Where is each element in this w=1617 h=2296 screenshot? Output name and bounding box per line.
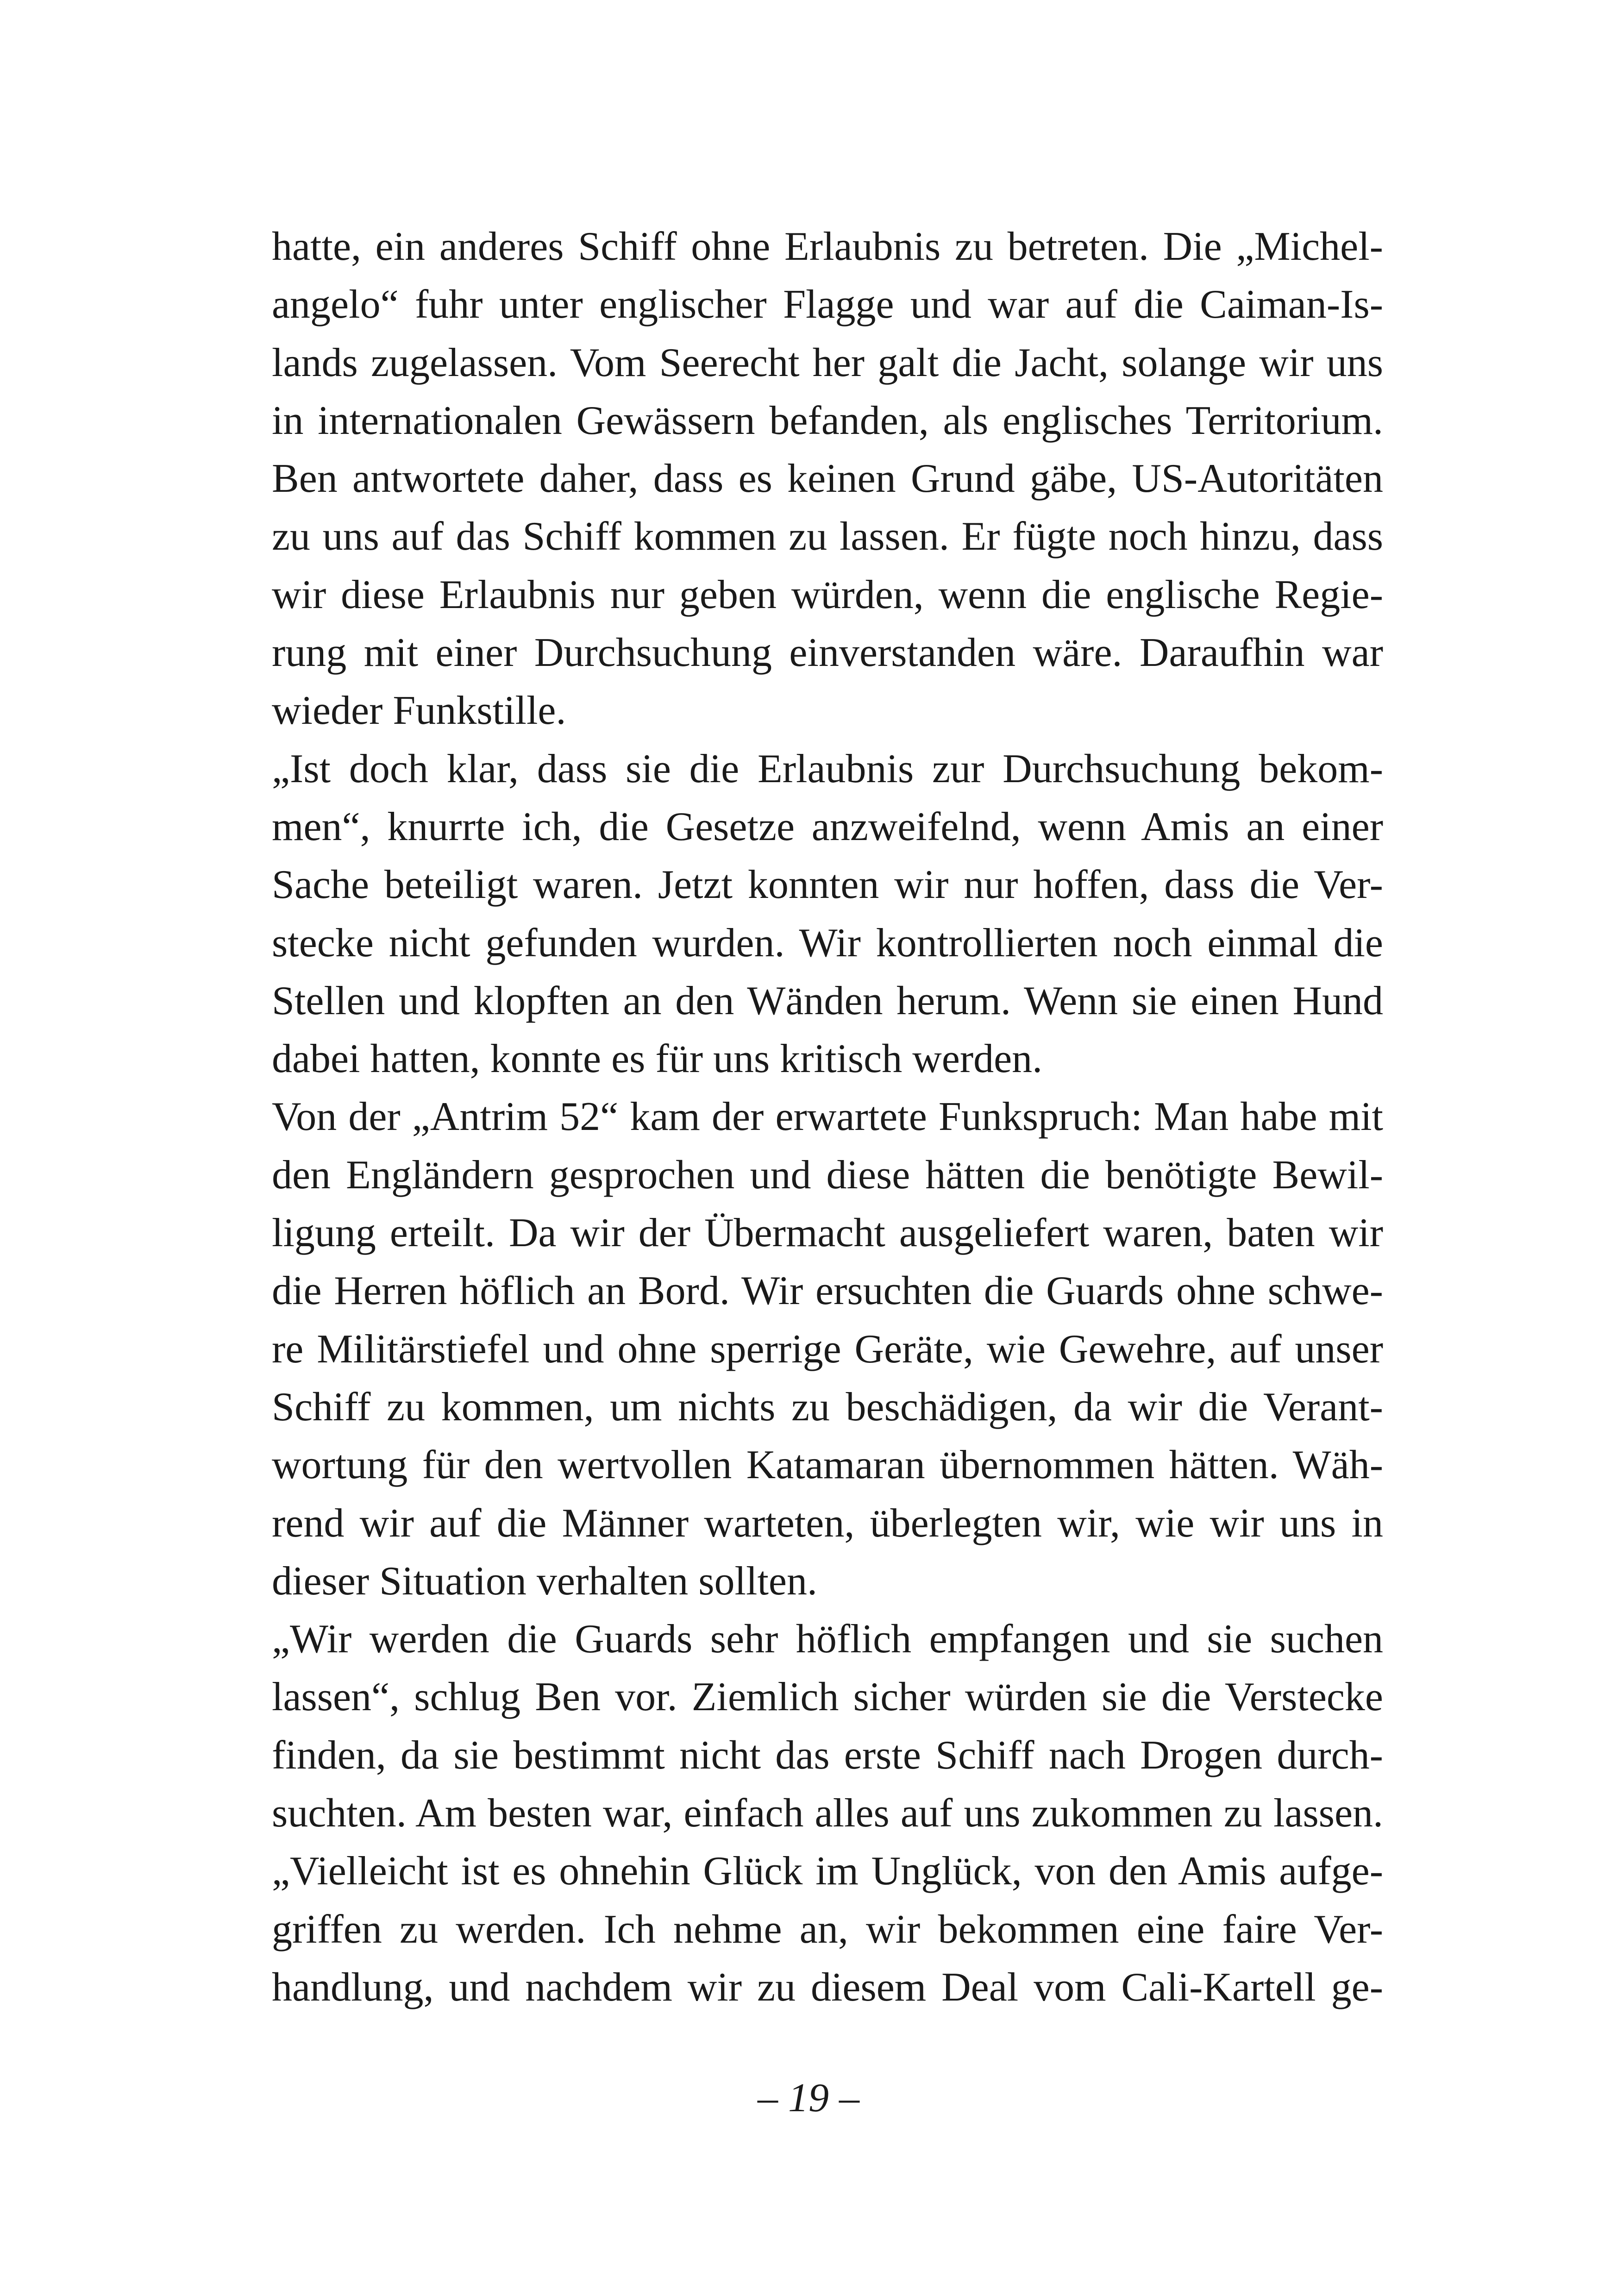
text-line: men“, knurrte ich, die Gesetze anzweifelnd, wenn Amis an einer <box>272 804 1383 849</box>
text-line: „Vielleicht ist es ohnehin Glück im Unglück, von den Amis aufge- <box>272 1849 1383 1894</box>
text-line: angelo“ fuhr unter englischer Flagge und war auf die Caiman-Is- <box>272 282 1383 327</box>
text-line: zu uns auf das Schiff kommen zu lassen. Er fügte noch hinzu, dass <box>272 514 1383 559</box>
text-line: handlung, und nachdem wir zu diesem Deal vom Cali-Kartell ge- <box>272 1964 1383 2010</box>
text-line: dieser Situation verhalten sollten. <box>272 1558 817 1604</box>
text-line: lassen“, schlug Ben vor. Ziemlich sicher würden sie die Verstecke <box>272 1675 1383 1720</box>
text-line: griffen zu werden. Ich nehme an, wir bekommen eine faire Ver- <box>272 1907 1383 1952</box>
text-line: „Wir werden die Guards sehr höflich empfangen und sie suchen <box>272 1617 1383 1662</box>
text-line: Stellen und klopften an den Wänden herum. Wenn sie einen Hund <box>272 978 1383 1023</box>
text-line: die Herren höflich an Bord. Wir ersuchten die Guards ohne schwe- <box>272 1268 1383 1314</box>
text-line: hatte, ein anderes Schiff ohne Erlaubnis zu betreten. Die „Michel- <box>272 224 1383 269</box>
text-line: suchten. Am besten war, einfach alles auf uns zukommen zu lassen. <box>272 1791 1383 1836</box>
text-line: stecke nicht gefunden wurden. Wir kontrollierten noch einmal die <box>272 920 1383 966</box>
text-line: re Militärstiefel und ohne sperrige Geräte, wie Gewehre, auf unser <box>272 1326 1383 1372</box>
text-line: rung mit einer Durchsuchung einverstanden wäre. Daraufhin war <box>272 630 1383 676</box>
text-line: ligung erteilt. Da wir der Übermacht ausgeliefert waren, baten wir <box>272 1211 1383 1256</box>
text-line: in internationalen Gewässern befanden, als englisches Territorium. <box>272 398 1383 443</box>
text-line: lands zugelassen. Vom Seerecht her galt die Jacht, solange wir uns <box>272 340 1383 385</box>
text-line: „Ist doch klar, dass sie die Erlaubnis zur Durchsuchung bekom- <box>272 746 1383 791</box>
text-line: wieder Funkstille. <box>272 688 566 734</box>
text-line: Schiff zu kommen, um nichts zu beschädigen, da wir die Verant- <box>272 1384 1383 1430</box>
text-line: dabei hatten, konnte es für uns kritisch werden. <box>272 1036 1043 1082</box>
text-line: wir diese Erlaubnis nur geben würden, wenn die englische Regie- <box>272 572 1383 617</box>
body-text <box>272 218 1383 2016</box>
text-line: Sache beteiligt waren. Jetzt konnten wir nur hoffen, dass die Ver- <box>272 862 1383 908</box>
text-line: Ben antwortete daher, dass es keinen Grund gäbe, US-Autoritäten <box>272 456 1383 502</box>
text-line: finden, da sie bestimmt nicht das erste Schiff nach Drogen durch- <box>272 1732 1383 1778</box>
text-line: wortung für den wertvollen Katamaran übernommen hätten. Wäh- <box>272 1443 1383 1488</box>
text-line: Von der „Antrim 52“ kam der erwartete Funkspruch: Man habe mit <box>272 1094 1383 1140</box>
text-line: rend wir auf die Männer warteten, überlegten wir, wie wir uns in <box>272 1500 1383 1546</box>
page-number: – 19 – <box>758 2076 859 2120</box>
text-line: den Engländern gesprochen und diese hätten die benötigte Bewil- <box>272 1152 1383 1198</box>
